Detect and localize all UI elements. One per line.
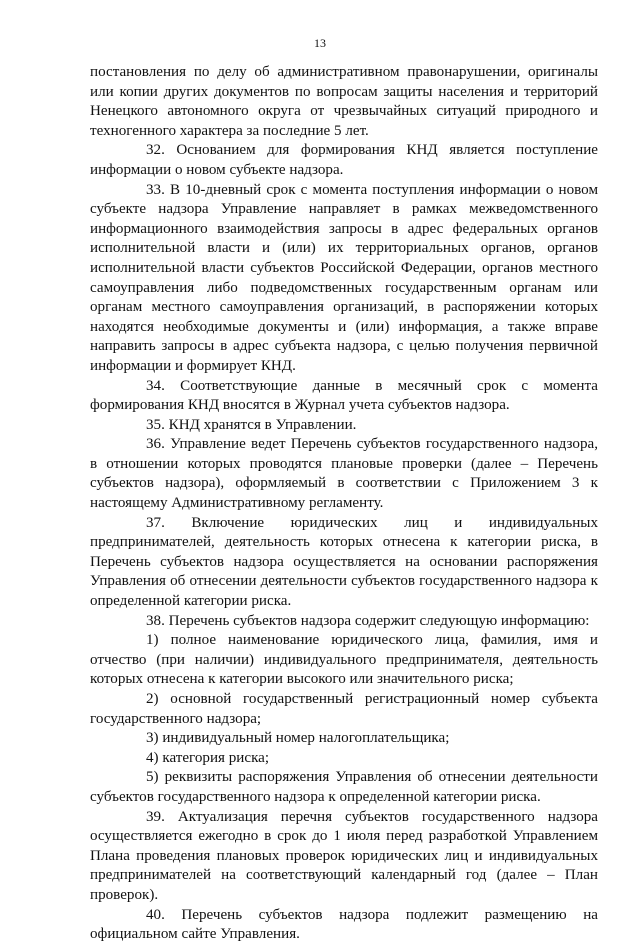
paragraph-35: 35. КНД хранятся в Управлении. [146,416,357,433]
paragraph-33: 33. В 10-дневный срок с момента поступления информации о новом субъекте надзора Управление направляет в рамках межведомственного информационного взаимодействия запросы в адрес федеральных органов исполнительной власти и (или) их территориальных органов, органов исполнительной власти субъектов Российской Федерации, органов местного самоуправления либо подведомственных государственным органам или органам местного самоуправления организаций, в распоряжении которых находятся необходимые документы и (или) информация, а также вправе направить запросы в адрес субъекта надзора, с целью получения первичной информации и формирует КНД. [90,181,598,374]
paragraph-continuation: постановления по делу об административном правонарушении, оригиналы или копии других документов по вопросам защиты населения и территорий Ненецкого автономного округа от чрезвычайных ситуаций природного и техногенного характера за последние 5 лет. [90,64,598,139]
paragraph-38: 38. Перечень субъектов надзора содержит следующую информацию: [146,612,590,629]
page-number: 13 [314,36,326,50]
document-body [90,63,598,945]
paragraph-37: 37. Включение юридических лиц и индивидуальных предпринимателей, деятельность которых отнесена к категории риска, в Перечень субъектов надзора осуществляется на основании распоряжения Управления об отнесении деятельности субъектов государственного надзора к определенной категории риска. [90,514,598,610]
list-item-3: 3) индивидуальный номер налогоплательщика; [146,730,450,747]
paragraph-39: 39. Актуализация перечня субъектов государственного надзора осуществляется ежегодно в срок до 1 июля перед разработкой Управлением Плана проведения плановых проверок юридических лиц и индивидуальных предпринимателей на соответствующий календарный год (далее – План проверок). [90,808,598,903]
list-item-5: 5) реквизиты распоряжения Управления об отнесении деятельности субъектов государственного надзора к определенной категории риска. [90,769,598,805]
paragraph-40: 40. Перечень субъектов надзора подлежит размещению на официальном сайте Управления. [90,906,598,943]
paragraph-36: 36. Управление ведет Перечень субъектов государственного надзора, в отношении которых проводятся плановые проверки (далее – Перечень субъектов надзора), оформляемый в соответствии с Приложением 3 к настоящему Административному регламенту. [90,436,598,512]
list-item-1: 1) полное наименование юридического лица, фамилия, имя и отчество (при наличии) индивидуального предпринимателя, деятельность которых отнесена к категории высокого или значительного риска; [90,632,598,688]
paragraph-32: 32. Основанием для формирования КНД является поступление информации о новом субъекте надзора. [90,142,598,178]
paragraph-34: 34. Соответствующие данные в месячный срок с момента формирования КНД вносятся в Журнал учета субъектов надзора. [90,377,598,414]
list-item-2: 2) основной государственный регистрационный номер субъекта государственного надзора; [90,691,598,727]
list-item-4: 4) категория риска; [146,749,270,766]
